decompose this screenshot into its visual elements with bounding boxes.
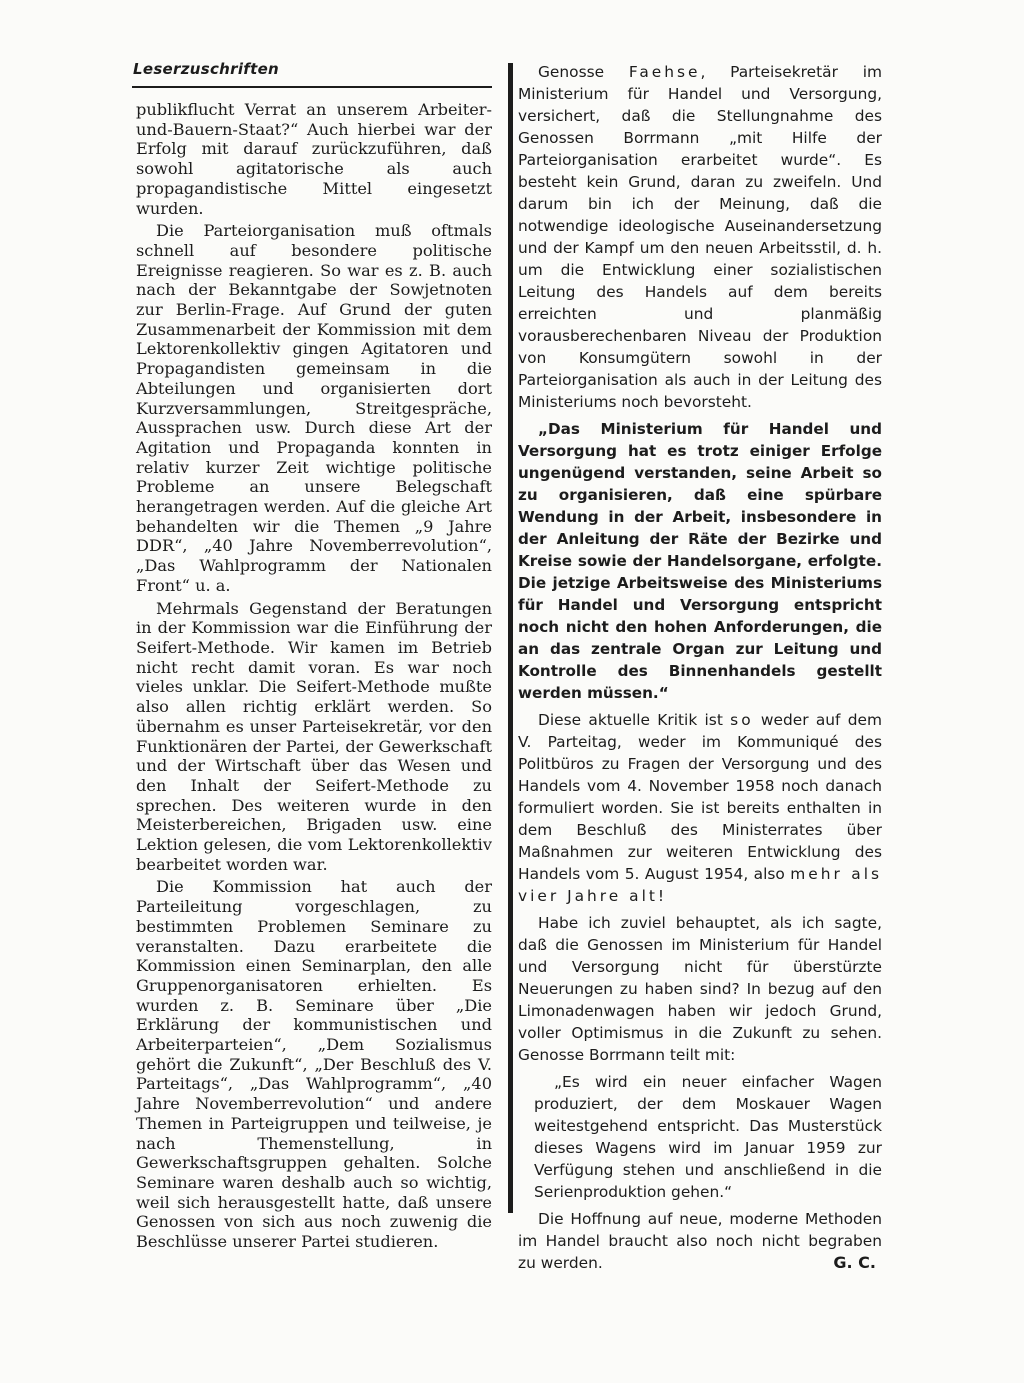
paragraph: publikflucht Verrat an unserem Arbeiter- und-Bauern-Staat?“ Auch hierbei war der Erfolg mit darauf zurückzuführen, daß sowohl agitatorische als auch propagandistische Mittel eingesetzt wurden. — [136, 100, 492, 218]
header-rule — [132, 86, 492, 88]
text-run: Genosse — [538, 63, 605, 81]
paragraph: Die Kommission hat auch der Parteileitung vorgeschlagen, zu bestimmten Problemen Seminare zu veranstalten. Dazu erarbeitete die Kommission einen Seminarplan, den alle Gruppenorganisatoren erhielten. Es wurden z. B. Seminare über „Die Erklärung der kommunistischen und Arbeiterparteien“, „Dem Sozialismus gehört die Zukunft“, „Der Beschluß des V. Parteitags“, „Das Wahlprogramm“, „40 Jahre Novemberrevolution“ und andere Themen in Parteigruppen und teilweise, je nach Themenstellung, in Gewerkschaftsgruppen gehalten. Solche Seminare waren deshalb auch so wichtig, weil sich herausgestellt hatte, daß unsere Genossen von sich aus noch zuwenig die Beschlüsse unserer Partei studieren. — [136, 877, 492, 1252]
bold-quote: „Das Ministerium für Handel und Versorgung hat es trotz einiger Erfolge ungenügend verstanden, seine Arbeit so zu organisieren, daß eine spürbare Wendung in der Arbeit, insbesondere in der Anleitung der Räte der Bezirke und Kreise sowie der Handelsorgane, erfolgte. Die jetzige Arbeitsweise des Ministeriums für Handel und Versorgung entspricht noch nicht den hohen Anforderungen, die an das zentrale Organ zur Leitung und Kontrolle des Binnenhandels gestellt werden müssen.“ — [518, 420, 882, 702]
column-divider — [508, 63, 513, 1213]
indented-quote: „Es wird ein neuer einfacher Wagen produziert, der dem Moskauer Wagen weitestgehend entspricht. Das Musterstück dieses Wagens wird im Januar 1959 zur Verfügung stehen und anschließend in die Serienproduktion gehen.“ — [534, 1073, 882, 1201]
running-head: Leserzuschriften — [133, 60, 280, 78]
paragraph — [518, 61, 882, 413]
text-run: Diese aktuelle Kritik ist — [538, 711, 723, 729]
emphasis-spaced: mehr als vier Jahre alt! — [518, 865, 882, 905]
paragraph — [518, 709, 882, 907]
paragraph: Habe ich zuviel behauptet, als ich sagte, daß die Genossen im Ministerium für Handel und Versorgung nicht für überstürzte Neuerungen zu haben sind? In bezug auf den Limonadenwagen haben wir jedoch Grund, voller Optimismus in die Zukunft zu sehen. Genosse Borrmann teilt mit: — [518, 914, 882, 1064]
closing-text: Die Hoffnung auf neue, moderne Methoden im Handel braucht also noch nicht begraben zu werden. — [518, 1210, 882, 1272]
paragraph: Die Parteiorganisation muß oftmals schnell auf besondere politische Ereignisse reagieren. So war es z. B. auch nach der Bekanntgabe der Sowjetnoten zur Berlin-Frage. Auf Grund der guten Zusammenarbeit der Kommission mit dem Lektorenkollektiv gingen Agitatoren und Propagandisten gemeinsam in die Abteilungen und organisierten dort Kurzversammlungen, Streitgespräche, Aussprachen usw. Durch diese Art der Agitation und Propaganda konnten in relativ kurzer Zeit wichtige politische Probleme an unsere Belegschaft herangetragen werden. Auf die gleiche Art behandelten wir die Themen „9 Jahre DDR“, „40 Jahre Novemberrevolution“, „Das Wahlprogramm der Nationalen Front“ u. a. — [136, 221, 492, 595]
paragraph: Mehrmals Gegenstand der Beratungen in der Kommission war die Einführung der Seifert-Methode. Wir kamen im Betrieb nicht recht damit voran. Es war noch vieles unklar. Die Seifert-Methode mußte also allen richtig erklärt werden. So übernahm es unser Parteisekretär, vor den Funktionären der Partei, der Gewerkschaft und der Wirtschaft über das Wesen und den Inhalt der Seifert-Methode zu sprechen. Des weiteren wurde in den Meisterbereichen, Brigaden usw. eine Lektion gelesen, die vom Lektorenkollektiv bearbeitet worden war. — [136, 598, 492, 874]
spaced-name: Faehse — [628, 63, 701, 81]
text-run: , Parteisekretär im Ministerium für Handel und Versorgung, versichert, daß die Stellungnahme des Genossen Borrmann „mit Hilfe der Parteiorganisation erarbeitet wurde“. Es besteht kein Grund, daran zu zweifeln. Und darum bin ich der Meinung, daß die notwendige ideologische Auseinandersetzung und der Kampf um den neuen Arbeitsstil, d. h. um die Entwicklung einer sozialistischen Leitung des Handels auf dem bereits erreichten und planmäßig vorausberechenbaren Niveau der Produktion von Konsumgütern sowohl in der Parteiorganisation als auch in der Leitung des Ministeriums noch bevorsteht. — [518, 63, 882, 411]
closing-paragraph — [518, 1208, 882, 1274]
signature: G. C. — [833, 1253, 876, 1272]
text-run: weder auf dem V. Parteitag, weder im Kommuniqué des Politbüros zu Fragen der Versorgung und des Handels vom 4. November 1958 noch danach formuliert worden. Sie ist bereits enthalten in dem Beschluß des Ministerrates über Maßnahmen zur weiteren Entwicklung des Handels vom 5. August 1954, also — [518, 711, 882, 883]
left-column — [136, 100, 492, 1252]
right-column — [518, 61, 882, 1274]
signature-line — [518, 1208, 882, 1274]
spaced-word: so — [730, 711, 754, 729]
